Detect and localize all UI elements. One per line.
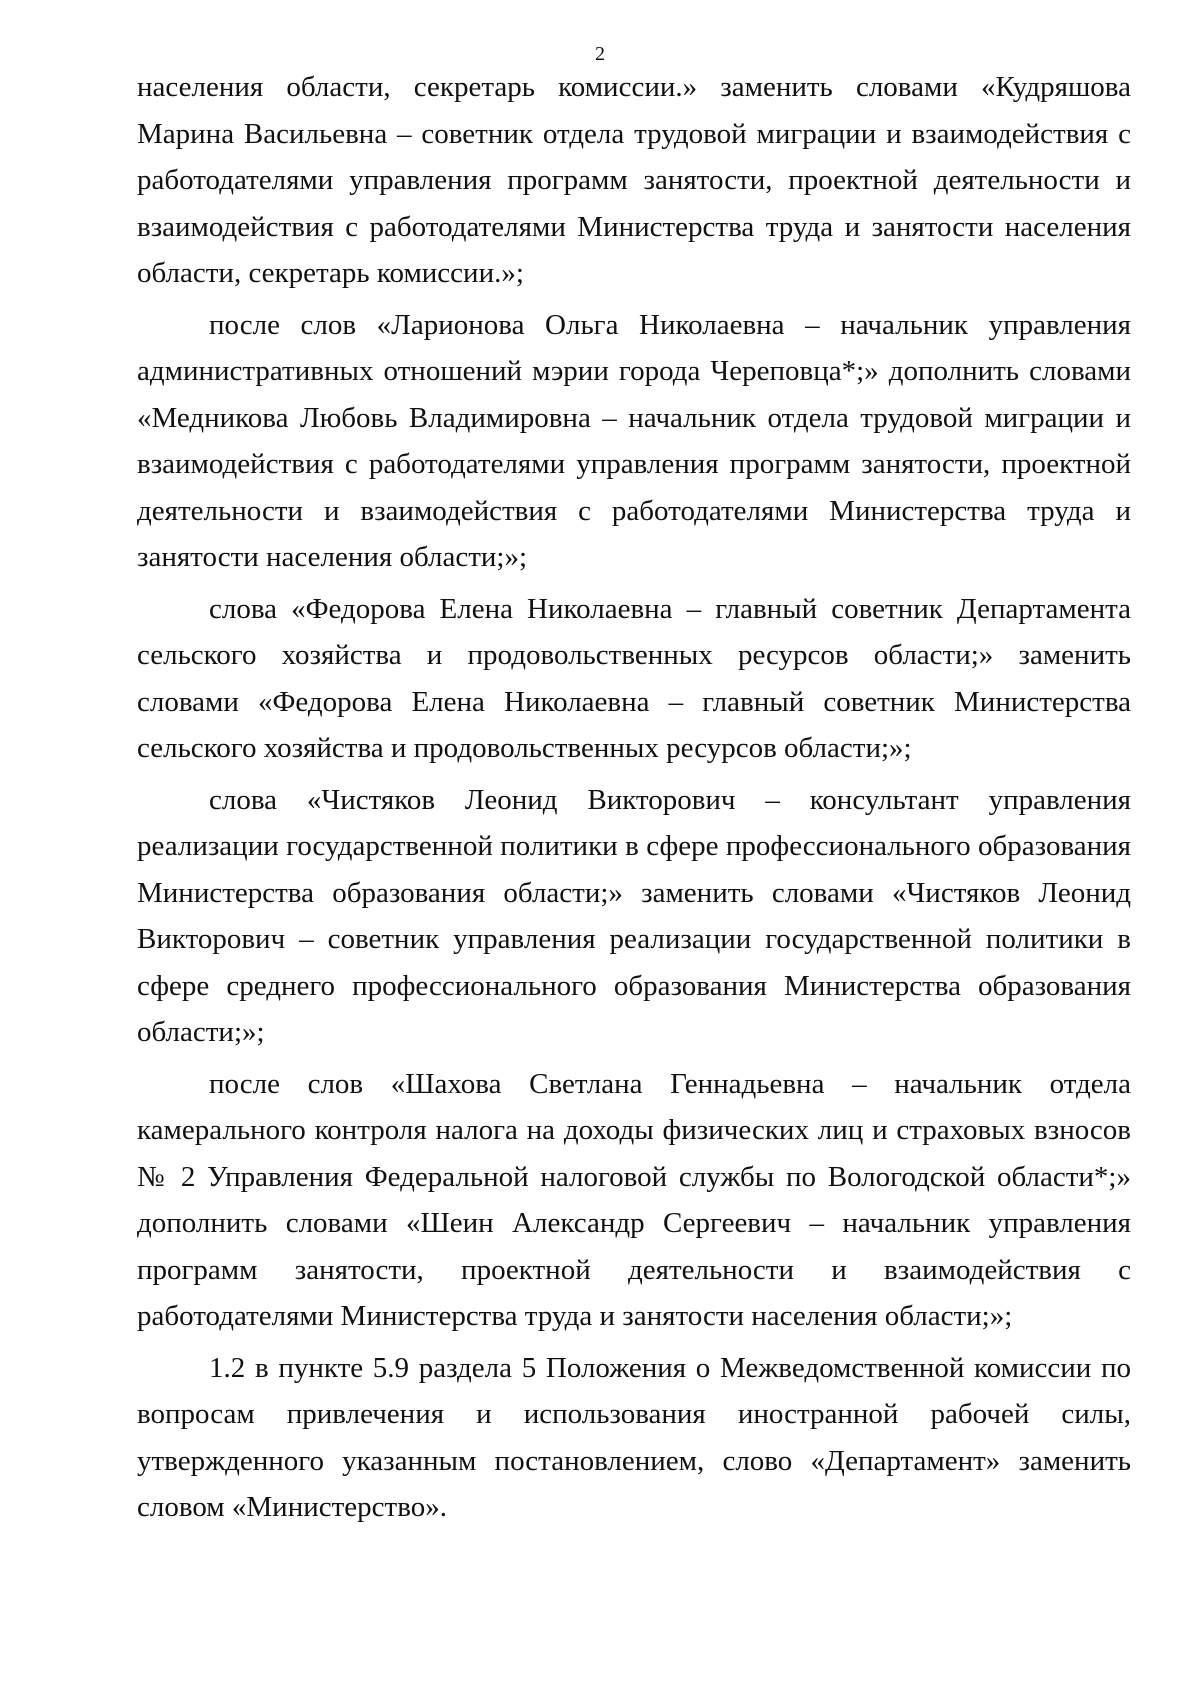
paragraph-2: после слов «Ларионова Ольга Николаевна – начальник управления административных отношений мэрии города Череповца*;» дополнить словами «Медникова Любовь Владимировна – начальник отдела трудовой миграции и взаимодействия с работодателями управления программ занятости, проектной деятельности и взаимодействия с работодателями Министерства труда и занятости населения области;»;	[137, 308, 1131, 573]
paragraph-3: слова «Федорова Елена Николаевна – главный советник Департамента сельского хозяйства и продовольственных ресурсов области;» заменить словами «Федорова Елена Николаевна – главный советник Министерства сельского хозяйства и продовольственных ресурсов области;»;	[137, 592, 1131, 764]
page-number: 2	[595, 43, 605, 65]
paragraph-1: населения области, секретарь комиссии.» заменить словами «Кудряшова Марина Васильевна – советник отдела трудовой миграции и взаимодействия с работодателями управления программ занятости, проектной деятельности и взаимодействия с работодателями Министерства труда и занятости населения области, секретарь комиссии.»;	[137, 71, 1131, 289]
paragraph-6: 1.2 в пункте 5.9 раздела 5 Положения о Межведомственной комиссии по вопросам привлечения и использования иностранной рабочей силы, утвержденного указанным постановлением, слово «Департамент» заменить словом «Министерство».	[137, 1351, 1131, 1523]
document-body	[137, 64, 1131, 1531]
paragraph-5: после слов «Шахова Светлана Геннадьевна – начальник отдела камерального контроля налога на доходы физических лиц и страховых взносов № 2 Управления Федеральной налоговой службы по Вологодской области*;» дополнить словами «Шеин Александр Сергеевич – начальник управления программ занятости, проектной деятельности и взаимодействия с работодателями Министерства труда и занятости населения области;»;	[137, 1067, 1131, 1332]
paragraph-4: слова «Чистяков Леонид Викторович – консультант управления реализации государственной политики в сфере профессионального образования Министерства образования области;» заменить словами «Чистяков Леонид Викторович – советник управления реализации государственной политики в сфере среднего профессионального образования Министерства образования области;»;	[137, 783, 1131, 1048]
